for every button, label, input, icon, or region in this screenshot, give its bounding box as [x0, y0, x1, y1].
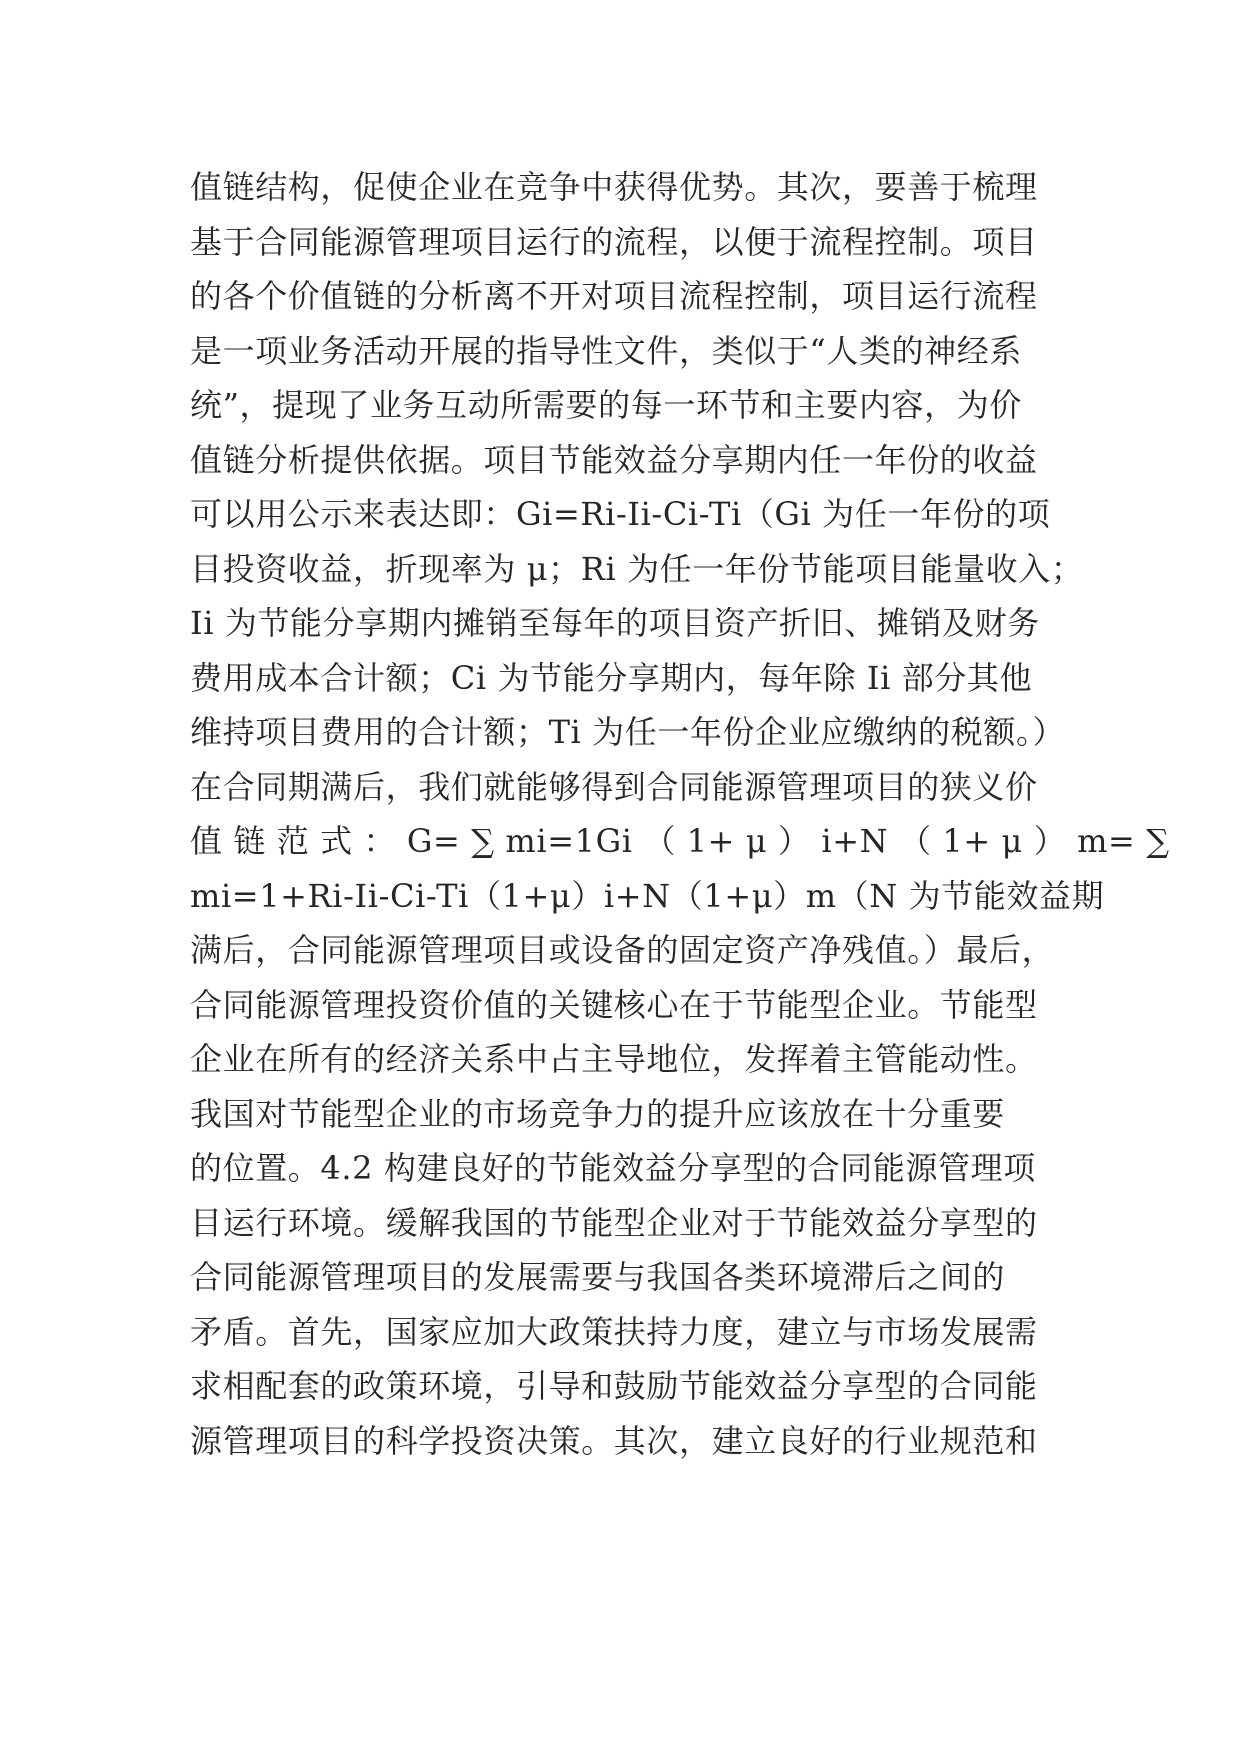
text-line: 是一项业务活动开展的指导性文件，类似于“人类的神经系 [190, 331, 1022, 370]
text-line: 在合同期满后，我们就能够得到合同能源管理项目的狭义价 [190, 767, 1038, 806]
text-line: 满后，合同能源管理项目或设备的固定资产净残值。）最后， [190, 931, 1055, 969]
text-line: 维持项目费用的合计额；Ti 为任一年份企业应缴纳的税额。） [190, 713, 1066, 751]
text-line: 合同能源管理项目的发展需要与我国各类环境滞后之间的 [190, 1258, 1006, 1296]
text-line: 值链结构，促使企业在竞争中获得优势。其次，要善于梳理 [190, 168, 1038, 206]
text-line: 目投资收益，折现率为 μ；Ri 为任一年份节能项目能量收入； [190, 549, 1084, 588]
text-line: 的位置。4.2 构建良好的节能效益分享型的合同能源管理项 [190, 1149, 1036, 1187]
text-line: 合同能源管理投资价值的关键核心在于节能型企业。节能型 [190, 985, 1038, 1024]
text-line: 统”，提现了业务互动所需要的每一环节和主要内容，为价 [190, 386, 1022, 424]
text-line: 源管理项目的科学投资决策。其次，建立良好的行业规范和 [190, 1421, 1038, 1460]
text-line: 值 链 范 式 ： G= ∑ mi=1Gi （ 1+ μ ） i+N （ 1+ μ ） m= ∑ [190, 822, 1170, 860]
text-line: 企业在所有的经济关系中占主导地位，发挥着主管能动性。 [190, 1040, 1038, 1078]
text-line: 值链分析提供依据。项目节能效益分享期内任一年份的收益 [190, 440, 1038, 479]
body-text [190, 160, 1170, 1468]
text-line: 可以用公示来表达即：Gi=Ri-Ii-Ci-Ti（Gi 为任一年份的项 [190, 495, 1051, 533]
text-line: 求相配套的政策环境，引导和鼓励节能效益分享型的合同能 [190, 1367, 1038, 1405]
text-line: mi=1+Ri-Ii-Ci-Ti（1+μ）i+N（1+μ）m（N 为节能效益期 [190, 876, 1105, 915]
text-line: 基于合同能源管理项目运行的流程，以便于流程控制。项目 [190, 222, 1038, 261]
text-line: 我国对节能型企业的市场竞争力的提升应该放在十分重要 [190, 1094, 1006, 1133]
text-line: 费用成本合计额；Ci 为节能分享期内，每年除 Ii 部分其他 [190, 658, 1033, 697]
text-line: 矛盾。首先，国家应加大政策扶持力度，建立与市场发展需 [190, 1312, 1038, 1351]
text-line: 的各个价值链的分析离不开对项目流程控制，项目运行流程 [190, 277, 1038, 315]
text-line: 目运行环境。缓解我国的节能型企业对于节能效益分享型的 [190, 1203, 1038, 1242]
text-line: Ii 为节能分享期内摊销至每年的项目资产折旧、摊销及财务 [190, 604, 1040, 642]
